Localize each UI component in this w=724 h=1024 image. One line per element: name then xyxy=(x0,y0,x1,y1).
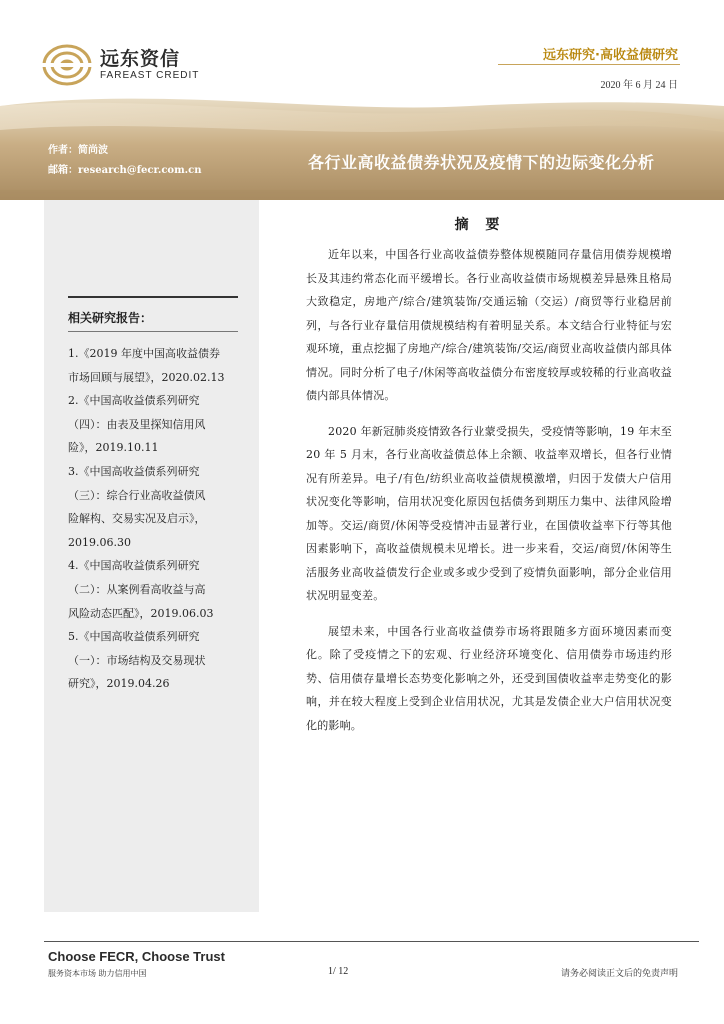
report-line: （一）：市场结构及交易现状 xyxy=(68,653,206,667)
sidebar-top-rule xyxy=(68,296,238,298)
abstract-body xyxy=(306,243,672,749)
abstract-paragraph: 展望未来，中国各行业高收益债券市场将跟随多方面环境因素而变化。除了受疫情之下的宏观、行业经济环境变化、信用债券市场违约形势、信用债存量增长态势变化影响之外，还受到国债收益率走势变化的影响，并在较大程度上受到企业信用状况，尤其是发债企业大户信用状况变化的影响。 xyxy=(306,624,672,732)
related-reports-title: 相关研究报告： xyxy=(68,311,153,325)
footer-disclaimer: 请务必阅读正文后的免责声明 xyxy=(560,969,678,979)
sidebar-title-rule xyxy=(68,331,238,332)
report-line: 2.《中国高收益债系列研究 xyxy=(68,394,200,408)
report-header xyxy=(0,0,724,200)
report-title: 各行业高收益债券状况及疫情下的边际变化分析 xyxy=(308,153,655,172)
abstract-paragraph: 2020 年新冠肺炎疫情致各行业蒙受损失，受疫情等影响，19 年末至 20 年 5 月末，各行业高收益债总体上余额、收益率双增长，但各行业情况有所差异。电子/有色/纺织业高收益债规模激增，归因于发债大户信用状况变化等影响，信用状况变化原因包括债务到期压力集中、法律风险增加等。交运/商贸/休闲等受疫情冲击显著行业，在国债收益率下行等其他因素影响下，高收益债规模未见增长。进一步来看，交运/商贸/休闲等生活服务业高收益债发行企业或多或少受到了疫情负面影响，部分企业信用状况明显变差。 xyxy=(306,424,672,602)
footer-rule xyxy=(44,941,699,942)
author-line: 作者：简尚波 xyxy=(48,145,108,156)
report-line: 2019.06.30 xyxy=(68,535,131,549)
series-underline xyxy=(498,64,680,65)
report-line: 3.《中国高收益债系列研究 xyxy=(68,464,200,478)
report-date: 2020 年 6 月 24 日 xyxy=(600,80,678,91)
report-line: （二）：从案例看高收益与高 xyxy=(68,582,206,596)
report-line: 1.《2019 年度中国高收益债券 xyxy=(68,347,220,360)
report-line: 险》，2019.10.11 xyxy=(68,441,159,455)
abstract-paragraph: 近年以来，中国各行业高收益债券整体规模随同存量信用债券规模增长及其违约常态化而平缓增长。各行业高收益债市场规模差异悬殊且格局大致稳定，房地产/综合/建筑装饰/交通运输（交运）/商贸等行业稳居前列，与各行业存量信用债规模结构有着明显关系。本文结合行业特征与宏观环境，重点挖掘了房地产/综合/建筑装饰/交运/商贸业高收益债内部具体情况。同时分析了电子/休闲等高收益债分布密度较厚或较稀的行业高收益债内部具体情况。 xyxy=(306,248,672,402)
report-line: （三）：综合行业高收益债风 xyxy=(68,488,206,502)
report-line: 研究》，2019.04.26 xyxy=(68,677,170,691)
page-number: 1/ 12 xyxy=(328,966,349,977)
report-line: （四）：由表及里探知信用风 xyxy=(68,417,206,431)
research-series: 远东研究·高收益债研究 xyxy=(543,48,678,63)
email-line: 邮箱：research@fecr.com.cn xyxy=(48,165,202,176)
footer-slogan: Choose FECR, Choose Trust xyxy=(48,949,225,964)
footer-subslogan: 服务资本市场 助力信用中国 xyxy=(48,969,147,978)
fareast-logo-icon xyxy=(42,44,92,86)
title-banner xyxy=(0,92,724,200)
report-line: 4.《中国高收益债系列研究 xyxy=(68,559,200,573)
report-line: 风险动态匹配》，2019.06.03 xyxy=(68,606,214,620)
logo-chinese-name: 远东资信 xyxy=(100,48,181,70)
company-logo xyxy=(42,44,199,86)
logo-english-name: FAREAST CREDIT xyxy=(100,70,200,81)
report-line: 5.《中国高收益债系列研究 xyxy=(68,630,200,644)
report-line: 险解构、交易实况及启示》， xyxy=(68,512,206,526)
abstract-heading: 摘 要 xyxy=(454,217,506,233)
report-line: 市场回顾与展望》，2020.02.13 xyxy=(68,370,225,384)
related-reports-list xyxy=(68,342,244,696)
